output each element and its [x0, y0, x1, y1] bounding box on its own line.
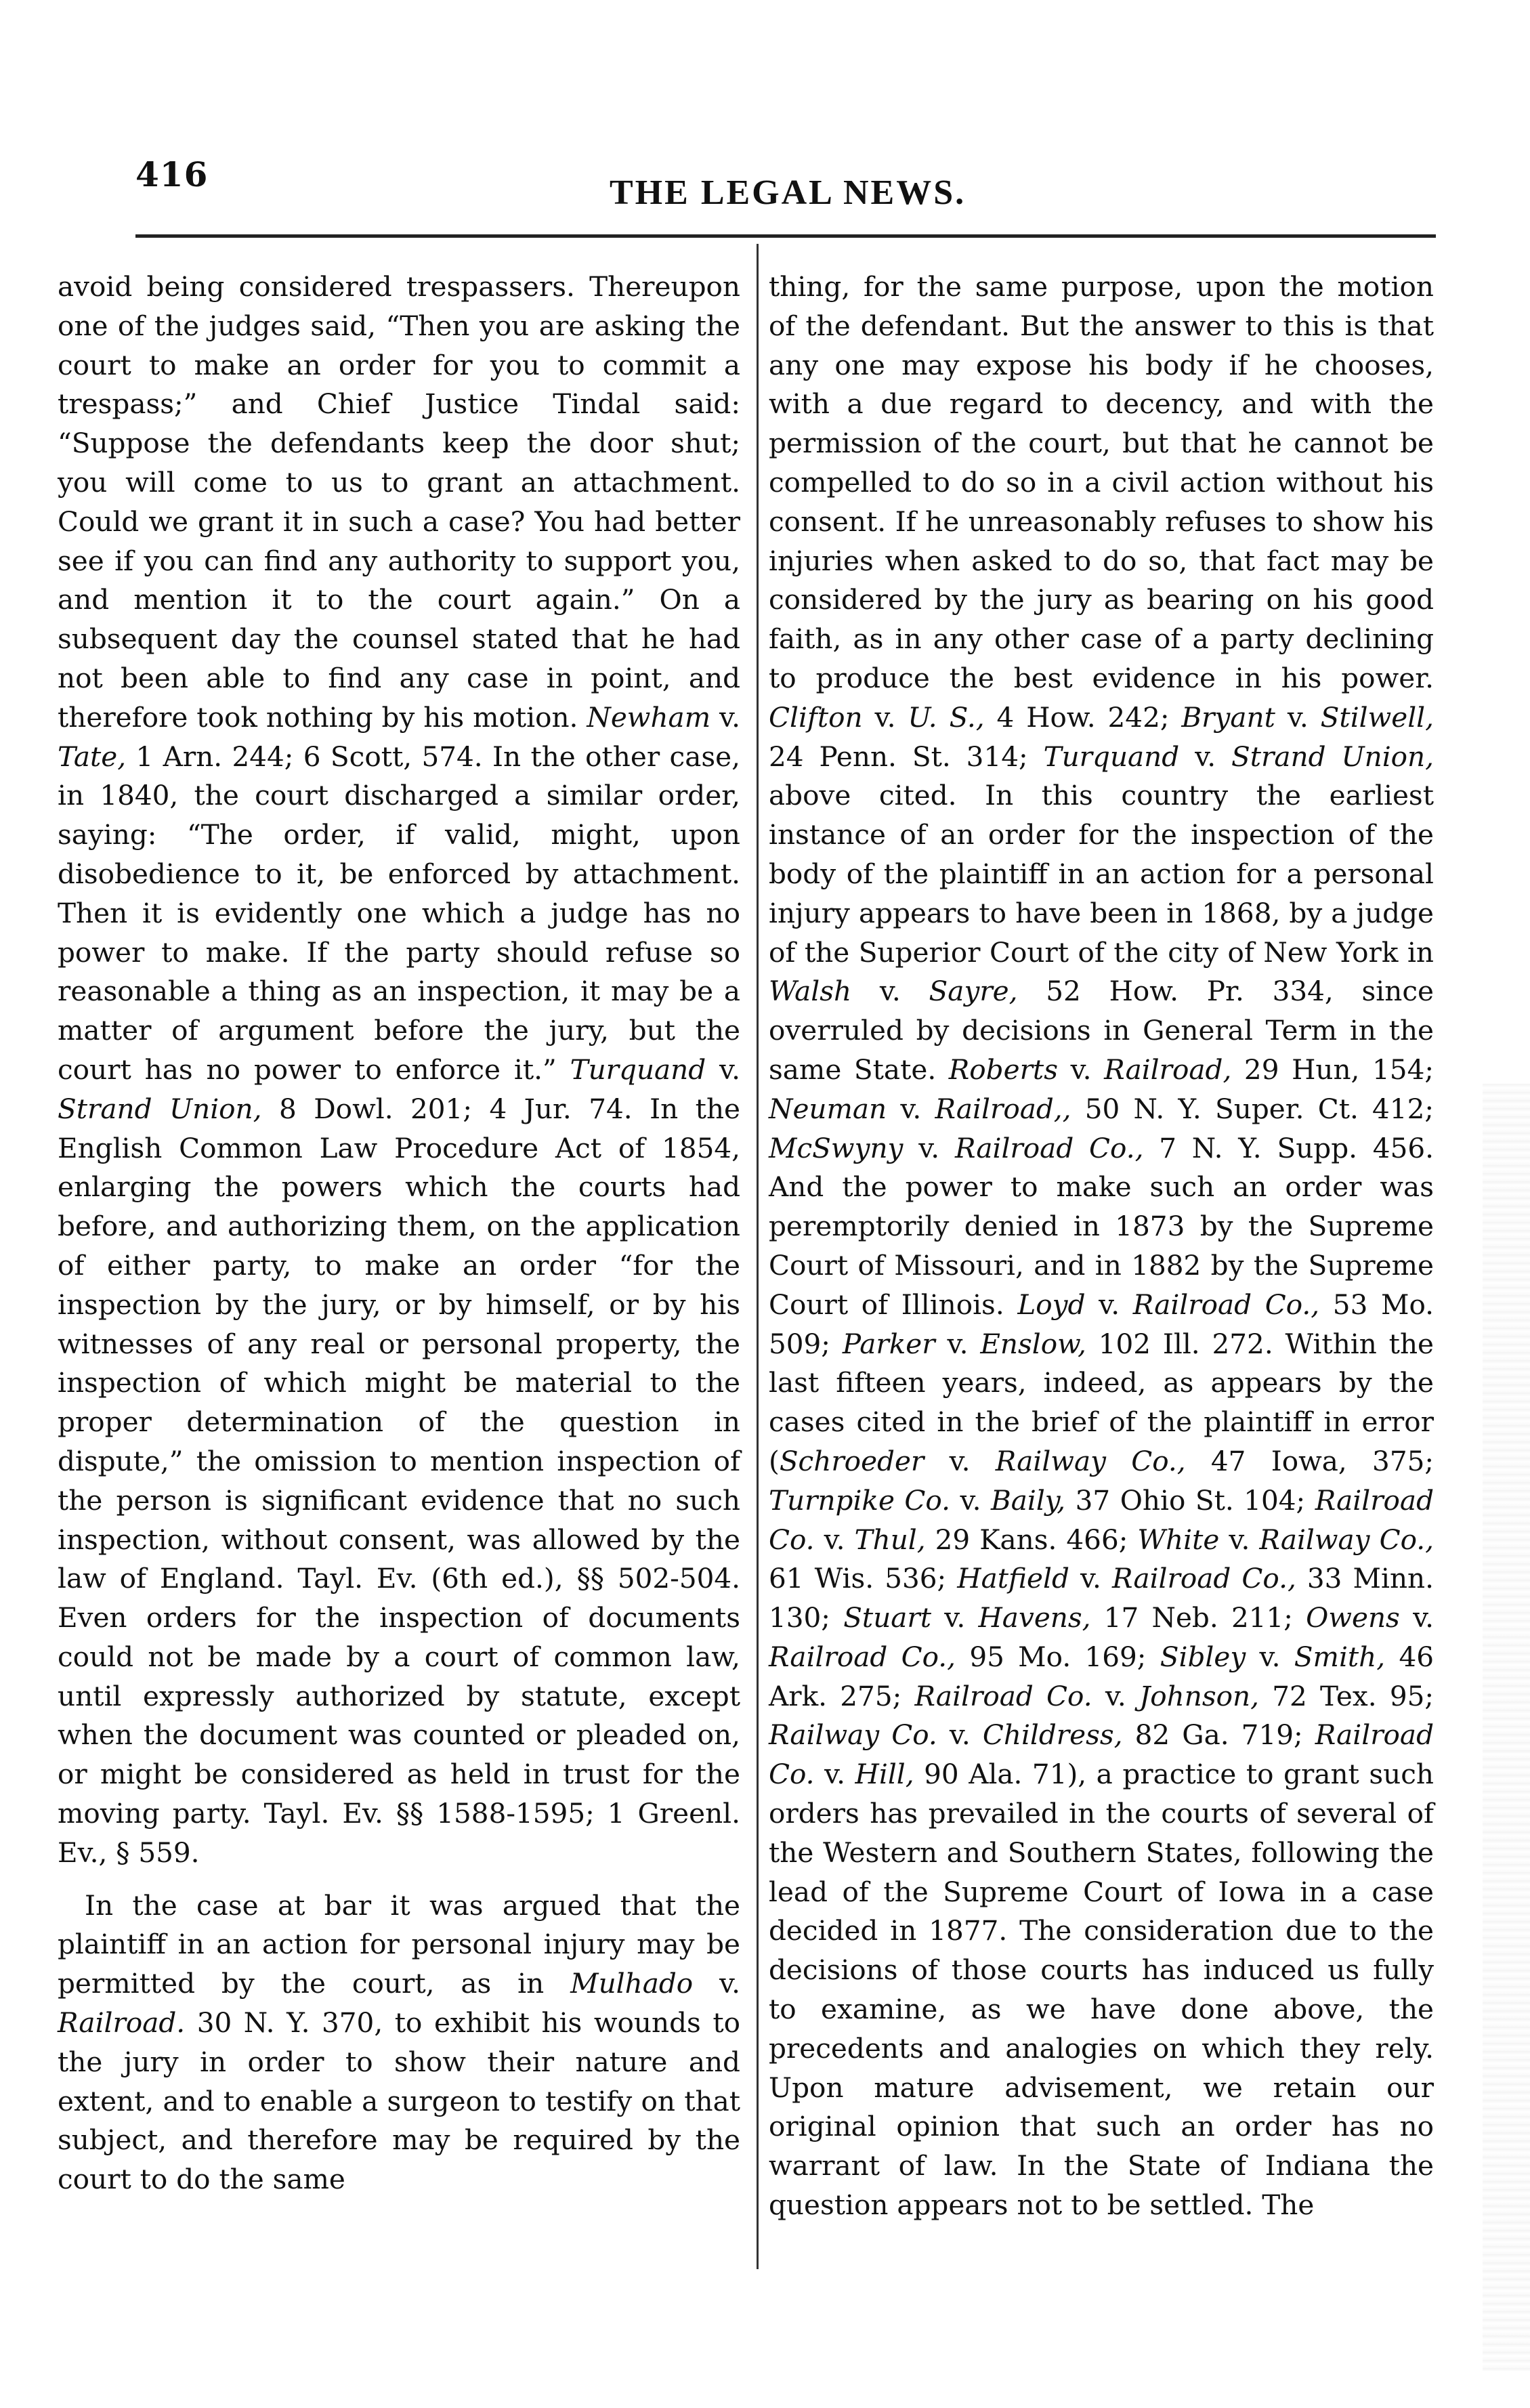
- running-title: THE LEGAL NEWS.: [610, 173, 966, 212]
- text-run: 52 How. Pr. 334, since overruled by decisions in General Term in the same State.: [769, 975, 1434, 1086]
- versus: v.: [950, 1483, 991, 1517]
- text-run: thing, for the same purpose, upon the motion of the defendant. But the answer to this is that any one may expose his body if he chooses, with a due regard to decency, and with the permission of the court, but that he cannot be compelled to do so in a civil action without his consent. If he unreasonably refuses to show his injuries when asked to do so, that fact may be considered by the jury as bearing on his good faith, as in any other case of a party declining to produce the best evidence in his power.: [769, 270, 1434, 694]
- versus: v.: [1085, 1288, 1133, 1321]
- text-run: 4 How. 242;: [984, 700, 1170, 734]
- case-name: Thul,: [854, 1523, 926, 1556]
- text-run: 37 Ohio St. 104;: [1065, 1483, 1306, 1517]
- case-name: Walsh: [769, 975, 852, 1008]
- case-name: Railroad.: [58, 2006, 186, 2040]
- case-name: Railroad Co.: [914, 1679, 1092, 1712]
- versus: v.: [935, 1327, 981, 1360]
- text-run: 29 Hun, 154;: [1231, 1053, 1434, 1086]
- right-column: [769, 268, 1434, 2225]
- case-name: Hill,: [855, 1758, 914, 1791]
- versus: v.: [1246, 1640, 1294, 1673]
- case-name: Sayre,: [929, 975, 1018, 1008]
- text-run: 102 Ill. 272. Within the last fifteen years, indeed, as appears by the cases cited in the brief of the plaintiff in error (: [769, 1327, 1435, 1477]
- versus: v.: [1399, 1601, 1435, 1634]
- text-run: 1 Arn. 244; 6 Scott, 574. In the other case, in 1840, the court discharged a similar order, saying: “The order, if valid, might, upon disobedience to it, be enforced by attachment. Then it is evidently one which a judge has no power to make. If the party should refuse so reasonable a thing as an inspection, it may be a matter of argument before the jury, but the court has no power to enforce it.”: [58, 740, 740, 1086]
- case-name: Childress,: [982, 1718, 1123, 1752]
- case-name: Railroad,,: [935, 1092, 1071, 1125]
- case-name: Railroad Co.,: [1112, 1562, 1296, 1595]
- case-name: Turnpike Co.: [769, 1483, 950, 1517]
- case-name: Loyd: [1017, 1288, 1086, 1321]
- versus: v.: [710, 700, 741, 734]
- text-run: avoid being considered trespassers. Thereupon one of the judges said, “Then you are asking the court to make an order for you to commit a trespass;” and Chief Justice Tindal said: “Suppose the defendants keep the door shut; you will come to us to grant an attachment. Could we grant it in such a case? You had better see if you can find any authority to support you, and mention it to the court again.” On a subsequent day the counsel stated that he had not been able to find any case in point, and therefore took nothing by his motion.: [58, 270, 740, 734]
- text-run: 24 Penn. St. 314;: [769, 740, 1028, 773]
- case-name: Bryant: [1181, 700, 1275, 734]
- case-name: Railroad Co.: [769, 1718, 1435, 1791]
- case-name: Railroad Co.,: [954, 1131, 1144, 1164]
- versus: v.: [924, 1444, 996, 1477]
- text-run: 46 Ark. 275;: [769, 1640, 1434, 1712]
- versus: v.: [1069, 1562, 1113, 1595]
- text-run: 90 Ala. 71), a practice to grant such orders has prevailed in the courts of several of the Western and Southern States, following the lead of the Supreme Court of Iowa in a case decided in 1877. The consideration due to the decisions of those courts has induced us fully to examine, as we have done above, the precedents and analogies on which they rely. Upon mature advisement, we retain our original opinion that such an order has no warrant of law. In the State of Indiana the question appears not to be settled. The: [769, 1758, 1434, 2222]
- text-run: 61 Wis. 536;: [769, 1562, 947, 1595]
- versus: v.: [1275, 700, 1321, 734]
- case-name: Enslow,: [980, 1327, 1086, 1360]
- case-name: Railroad,: [1104, 1053, 1232, 1086]
- versus: v.: [862, 700, 908, 734]
- text-run: 50 N. Y. Super. Ct. 412;: [1071, 1092, 1434, 1125]
- case-name: Turquand: [570, 1053, 706, 1086]
- case-name: Baily,: [990, 1483, 1066, 1517]
- versus: v.: [931, 1601, 979, 1634]
- case-name: Railway Co.,: [1259, 1523, 1435, 1556]
- case-name: Havens,: [978, 1601, 1091, 1634]
- left-paragraph-2: [58, 1886, 740, 2199]
- versus: v.: [1058, 1053, 1105, 1086]
- case-name: Newham: [587, 700, 711, 734]
- versus: v.: [706, 1053, 741, 1086]
- text-run: 47 Iowa, 375;: [1185, 1444, 1434, 1477]
- versus: v.: [937, 1718, 983, 1752]
- text-run: 8 Dowl. 201; 4 Jur. 74. In the English Common Law Procedure Act of 1854, enlarging the powers which the courts had before, and authorizing them, on the application of either party, to make an order “for the inspection by the jury, or by himself, or by his witnesses of any real or personal property, the inspection of which might be material to the proper determination of the question in dispute,” the omission to mention inspection of the person is significant evidence that no such inspection, without consent, was allowed by the law of England. Tayl. Ev. (6th ed.), §§ 502-504. Even orders for the inspection of documents could not be made by a court of common law, until expressly authorized by statute, except when the document was counted or pleaded on, or might be considered as held in trust for the moving party. Tayl. Ev. §§ 1588-1595; 1 Greenl. Ev., § 559.: [58, 1092, 740, 1869]
- case-name: Turquand: [1043, 740, 1180, 773]
- versus: v.: [903, 1131, 955, 1164]
- case-name: Railway Co.,: [995, 1444, 1186, 1477]
- text-run: 17 Neb. 211;: [1090, 1601, 1293, 1634]
- case-name: Clifton: [769, 700, 863, 734]
- scan-edge-artifact: [1483, 1084, 1530, 2371]
- case-name: Sibley: [1160, 1640, 1246, 1673]
- text-run: 29 Kans. 466;: [925, 1523, 1128, 1556]
- case-name: Strand Union,: [1231, 740, 1434, 773]
- case-name: Mulhado: [570, 1967, 694, 2000]
- versus: v.: [693, 1967, 741, 2000]
- text-run: 95 Mo. 169;: [956, 1640, 1147, 1673]
- case-name: Railroad Co.: [769, 1483, 1435, 1556]
- text-run: 82 Ga. 719;: [1122, 1718, 1303, 1752]
- versus: v.: [814, 1523, 855, 1556]
- versus: v.: [1179, 740, 1232, 773]
- case-name: Hatfield: [957, 1562, 1069, 1595]
- page-number: 416: [135, 154, 209, 194]
- text-run: 7 N. Y. Supp. 456. And the power to make such an order was peremptorily denied in 1873 by the Supreme Court of Missouri, and in 1882 by the Supreme Court of Illinois.: [769, 1131, 1434, 1321]
- text-run: 53 Mo. 509;: [769, 1288, 1435, 1360]
- left-column: [58, 268, 740, 2199]
- header-rule: [135, 234, 1436, 238]
- versus: v.: [814, 1758, 855, 1791]
- left-paragraph-1: [58, 268, 740, 1873]
- case-name: Railroad Co.,: [1132, 1288, 1320, 1321]
- case-name: Railway Co.: [769, 1718, 937, 1752]
- text-run: above cited. In this country the earliest instance of an order for the inspection of the body of the plaintiff in an action for a personal injury appears to have been in 1868, by a judge of the Superior Court of the city of New York in: [769, 779, 1434, 969]
- case-name: Owens: [1306, 1601, 1400, 1634]
- case-name: Strand Union,: [58, 1092, 262, 1125]
- versus: v.: [1219, 1523, 1260, 1556]
- case-name: Neuman: [769, 1092, 887, 1125]
- case-name: White: [1137, 1523, 1220, 1556]
- column-divider: [757, 244, 759, 2269]
- text-run: 30 N. Y. 370, to exhibit his wounds to the jury in order to show their nature and extent, and to enable a surgeon to testify on that subject, and therefore may be required by the court to do the same: [58, 2006, 740, 2196]
- case-name: Tate,: [58, 740, 127, 773]
- text-run: In the case at bar it was argued that the plaintiff in an action for personal injury may be permitted by the court, as in: [58, 1888, 740, 2000]
- case-name: Johnson,: [1139, 1679, 1259, 1712]
- text-run: 33 Minn. 130;: [769, 1562, 1435, 1634]
- case-name: Railroad Co.,: [769, 1640, 956, 1673]
- versus: v.: [851, 975, 929, 1008]
- case-name: Smith,: [1294, 1640, 1386, 1673]
- case-name: Schroeder: [779, 1444, 925, 1477]
- case-name: McSwyny: [769, 1131, 904, 1164]
- right-paragraph-1: [769, 268, 1434, 2225]
- case-name: Stilwell,: [1320, 700, 1435, 734]
- case-name: Stuart: [843, 1601, 932, 1634]
- case-name: Roberts: [948, 1053, 1058, 1086]
- case-name: U. S.,: [908, 700, 985, 734]
- versus: v.: [1092, 1679, 1140, 1712]
- text-run: 72 Tex. 95;: [1258, 1679, 1435, 1712]
- case-name: Parker: [842, 1327, 935, 1360]
- versus: v.: [887, 1092, 935, 1125]
